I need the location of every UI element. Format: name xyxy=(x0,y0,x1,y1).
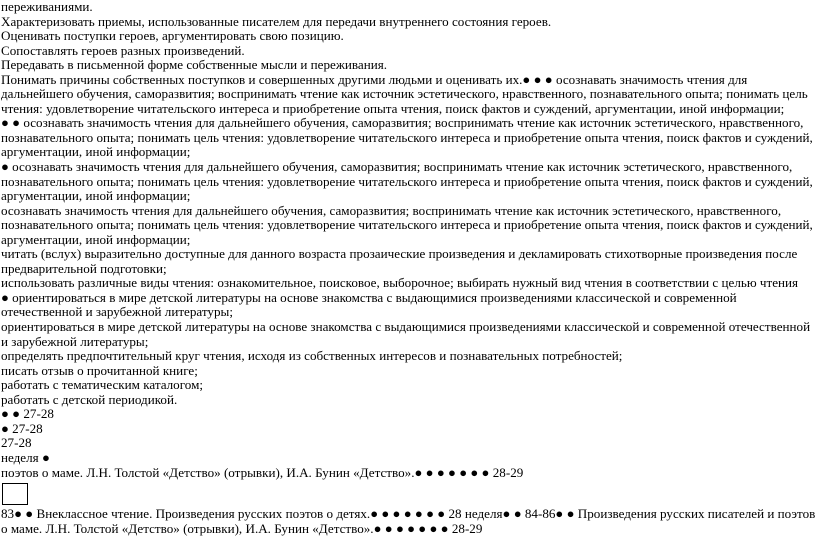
text-paragraph: осознавать значимость чтения для дальнейшего обучения, саморазвития; воспринимать чтение как источник эстетического, нравственного, познавательного опыта; понимать цель чтения: удовлетворение читательского интереса и приобретение опыта чтения, поиск фактов и суждений, аргументации, иной информации; xyxy=(1,202,816,247)
text-line: писать отзыв о прочитанной книге; xyxy=(1,362,198,378)
text-line: определять предпочтительный круг чтения, исходя из собственных интересов и познавательных потребностей; xyxy=(1,348,623,364)
week-number-line: ● 27-28 xyxy=(1,420,43,436)
text-paragraph: ориентироваться в мире детской литературы на основе знакомства с выдающимися произведениями классической и современной отечественной и зарубежной литературы; xyxy=(1,319,814,349)
text-line: поэтов о маме. Л.Н. Толстой «Детство» (отрывки), И.А. Бунин «Детство».● ● ● ● ● ● ● 28-29 xyxy=(1,464,524,480)
lesson-row-text: 83● ● Внеклассное чтение. Произведения русских поэтов о детях.● ● ● ● ● ● ● 28 неделя● ● 84-86● ● Произведения русских писателей и поэтов о маме. Л.Н. Толстой «Детство» (отрывки), И.А. Бунин «Детство».● ● ● ● ● ● ● 28-29 xyxy=(1,506,816,536)
text-line: использовать различные виды чтения: ознакомительное, поисковое, выборочное; выбирать нужный вид чтения в соответствии с целью чтения xyxy=(1,275,799,291)
text-paragraph: ● осознавать значимость чтения для дальнейшего обучения, саморазвития; воспринимать чтение как источник эстетического, нравственного, познавательного опыта; понимать цель чтения: удовлетворение читательского интереса и приобретение опыта чтения, поиск фактов и суждений, аргументации, иной информации; xyxy=(1,159,816,204)
text-paragraph: читать (вслух) выразительно доступные для данного возраста прозаические произведения и декламировать стихотворные произведения после предварительной подготовки; xyxy=(1,246,801,276)
text-paragraph: Понимать причины собственных поступков и совершенных другими людьми и оценивать их.● ● ● осознавать значимость чтения для дальнейшего обучения, саморазвития; воспринимать чтение как источник эстетического, нравственного, познавательного опыта; понимать цель чтения: удовлетворение читательского интереса и приобретение опыта чтения, поиск фактов и суждений, аргументации, иной информации; xyxy=(1,71,812,116)
week-number-line: 27-28 xyxy=(1,435,32,451)
text-line: переживаниями. xyxy=(1,0,93,14)
empty-table-cell xyxy=(2,483,28,505)
week-number-line: ● ● 27-28 xyxy=(1,406,54,422)
text-line: Оценивать поступки героев, аргументировать свою позицию. xyxy=(1,28,344,44)
week-label-line: неделя ● xyxy=(1,449,50,465)
text-line: Передавать в письменной форме собственные мысли и переживания. xyxy=(1,57,388,73)
text-line: работать с тематическим каталогом; xyxy=(1,377,203,393)
text-paragraph: ● ориентироваться в мире детской литературы на основе знакомства с выдающимися произведениями классической и современной отечественной и зарубежной литературы; xyxy=(1,289,740,320)
text-line: Сопоставлять героев разных произведений. xyxy=(1,42,245,58)
text-line: работать с детской периодикой. xyxy=(1,391,178,407)
text-paragraph: ● ● осознавать значимость чтения для дальнейшего обучения, саморазвития; воспринимать чтение как источник эстетического, нравственного, познавательного опыта; понимать цель чтения: удовлетворение читательского интереса и приобретение опыта чтения, поиск фактов и суждений, аргументации, иной информации; xyxy=(1,115,816,160)
text-line: Характеризовать приемы, использованные писателем для передачи внутреннего состояния героев. xyxy=(1,13,552,29)
